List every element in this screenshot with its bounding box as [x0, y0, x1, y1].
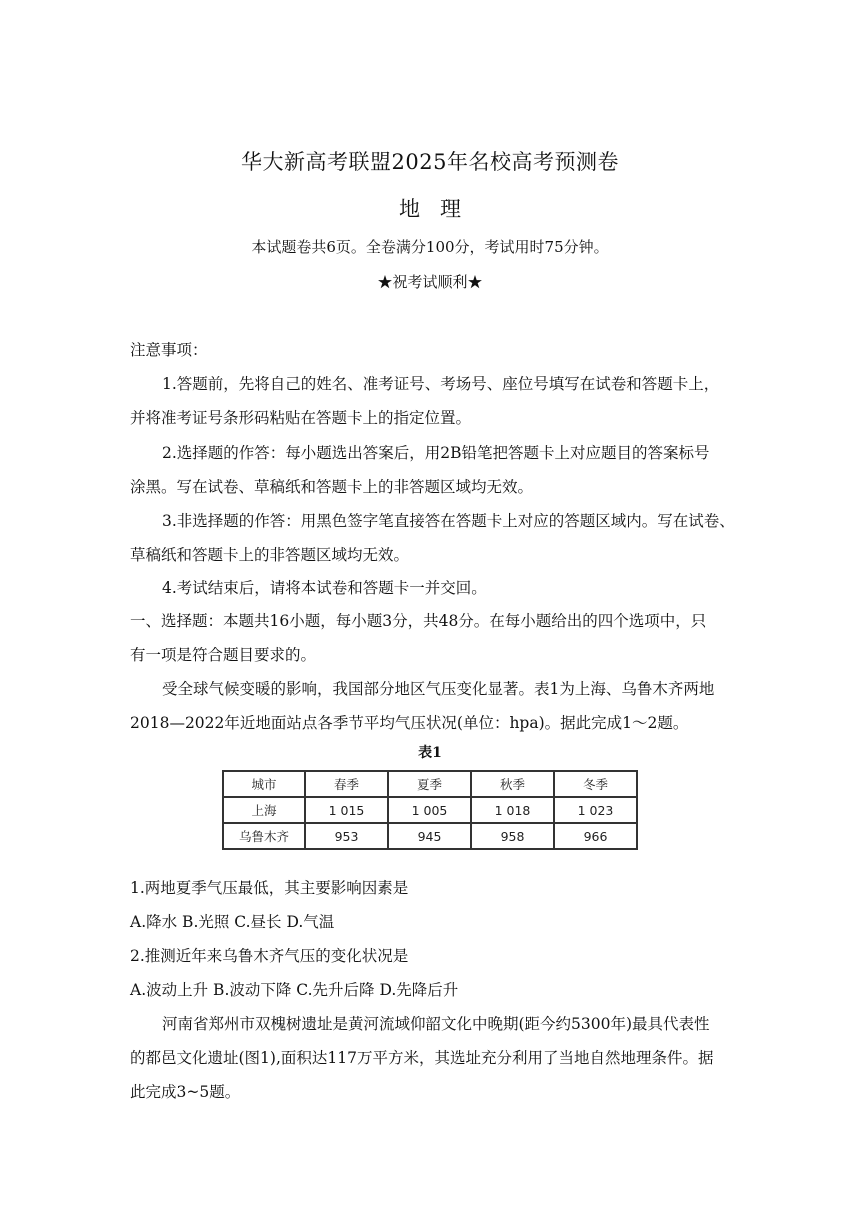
table-cell: 乌鲁木齐	[223, 823, 305, 849]
notice-item-3-line-2: 草稿纸和答题卡上的非答题区域均无效。	[130, 546, 410, 564]
table-cell: 958	[471, 823, 554, 849]
section-1-line-1: 一、选择题：本题共16小题，每小题3分，共48分。在每小题给出的四个选项中，只	[130, 612, 707, 630]
question-2-options: A.波动上升 B.波动下降 C.先升后降 D.先降后升	[130, 981, 459, 999]
question-2: 2.推测近年来乌鲁木齐气压的变化状况是	[130, 947, 409, 965]
passage-1-line-2: 2018—2022年近地面站点各季节平均气压状况(单位：hpa)。据此完成1～2题。	[130, 714, 689, 732]
notice-item-3-line-1: 3.非选择题的作答：用黑色签字笔直接答在答题卡上对应的答题区域内。写在试卷、	[162, 512, 735, 530]
table-header-cell: 春季	[305, 771, 388, 797]
exam-wish: ★祝考试顺利★	[377, 273, 483, 291]
table-cell: 1 015	[305, 797, 388, 823]
notice-item-2-line-1: 2.选择题的作答：每小题选出答案后，用2B铅笔把答题卡上对应题目的答案标号	[162, 444, 710, 462]
table-row	[223, 823, 637, 849]
table-cell: 1 018	[471, 797, 554, 823]
table-row	[223, 797, 637, 823]
table-cell: 966	[554, 823, 637, 849]
table-header-row	[223, 771, 637, 797]
notice-heading: 注意事项：	[130, 341, 208, 359]
notice-item-2-line-2: 涂黑。写在试卷、草稿纸和答题卡上的非答题区域均无效。	[130, 478, 534, 496]
table-cell: 945	[388, 823, 471, 849]
table-header-cell: 城市	[223, 771, 305, 797]
passage-1-line-1: 受全球气候变暖的影响，我国部分地区气压变化显著。表1为上海、乌鲁木齐两地	[162, 680, 715, 698]
exam-intro: 本试题卷共6页。全卷满分100分，考试用时75分钟。	[251, 238, 609, 256]
passage-2-line-1: 河南省郑州市双槐树遗址是黄河流域仰韶文化中晚期(距今约5300年)最具代表性	[162, 1015, 710, 1033]
passage-2-line-2: 的都邑文化遗址(图1),面积达117万平方米，其选址充分利用了当地自然地理条件。据	[130, 1049, 714, 1067]
section-1-line-2: 有一项是符合题目要求的。	[130, 646, 317, 664]
table-cell: 1 023	[554, 797, 637, 823]
table-cell: 上海	[223, 797, 305, 823]
exam-title: 华大新高考联盟2025年名校高考预测卷	[241, 150, 619, 174]
subject-title: 地理	[399, 197, 481, 221]
notice-item-1-line-1: 1.答题前，先将自己的姓名、准考证号、考场号、座位号填写在试卷和答题卡上，	[162, 375, 720, 393]
table-cell: 1 005	[388, 797, 471, 823]
passage-2-line-3: 此完成3~5题。	[130, 1083, 241, 1101]
table-header-cell: 夏季	[388, 771, 471, 797]
question-1-options: A.降水 B.光照 C.昼长 D.气温	[130, 913, 335, 931]
pressure-table	[222, 770, 638, 850]
table-caption: 表1	[418, 745, 442, 761]
question-1: 1.两地夏季气压最低，其主要影响因素是	[130, 879, 409, 897]
table-header-cell: 秋季	[471, 771, 554, 797]
table-header-cell: 冬季	[554, 771, 637, 797]
table-cell: 953	[305, 823, 388, 849]
notice-item-4: 4.考试结束后，请将本试卷和答题卡一并交回。	[162, 579, 487, 597]
notice-item-1-line-2: 并将准考证号条形码粘贴在答题卡上的指定位置。	[130, 409, 472, 427]
